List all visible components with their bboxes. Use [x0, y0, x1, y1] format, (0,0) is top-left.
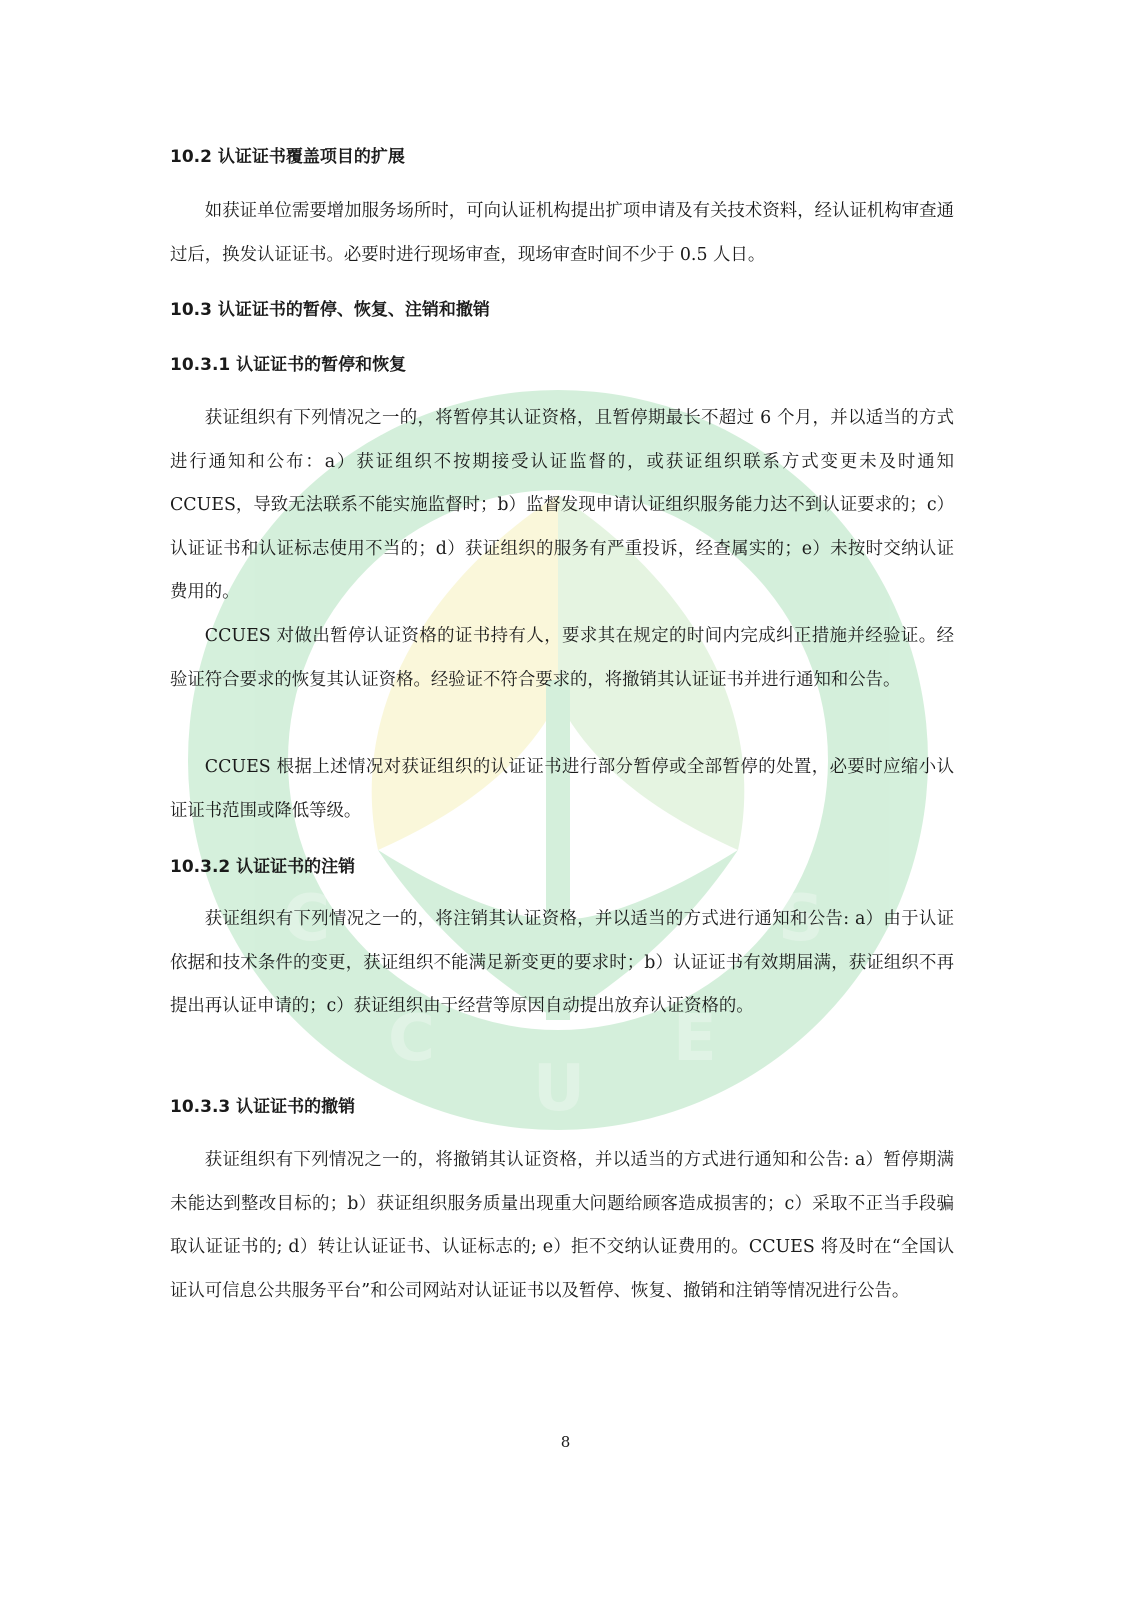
section-heading-10-3-2: 10.3.2 认证证书的注销 — [170, 857, 356, 877]
watermark-letter-u: U — [533, 1052, 585, 1126]
watermark-letter-c2: C — [388, 1002, 435, 1076]
paragraph-10-3-1-3: CCUES 根据上述情况对获证组织的认证证书进行部分暂停或全部暂停的处置，必要时应缩小认证证书范围或降低等级。 — [170, 757, 954, 821]
paragraph-10-3-2-1: 获证组织有下列情况之一的，将注销其认证资格，并以适当的方式进行通知和公告: a）由于认证依据和技术条件的变更，获证组织不能满足新变更的要求时；b）认证证书有效期届满，获证组织不再提出再认证申请的；c）获证组织由于经营等原因自动提出放弃认证资格的。 — [170, 909, 954, 1017]
paragraph-10-2-1: 如获证单位需要增加服务场所时，可向认证机构提出扩项申请及有关技术资料，经认证机构审查通过后，换发认证证书。必要时进行现场审查，现场审查时间不少于 0.5 人日。 — [170, 201, 954, 265]
watermark-letter-c1: C — [283, 882, 330, 956]
paragraph-10-3-1-2: CCUES 对做出暂停认证资格的证书持有人，要求其在规定的时间内完成纠正措施并经验证。经验证符合要求的恢复其认证资格。经验证不符合要求的，将撤销其认证证书并进行通知和公告。 — [170, 626, 954, 690]
paragraph-10-3-3-1: 获证组织有下列情况之一的，将撤销其认证资格，并以适当的方式进行通知和公告: a）暂停期满未能达到整改目标的；b）获证组织服务质量出现重大问题给顾客造成损害的；c）采取不正当手段骗取认证证书的; d）转让认证证书、认证标志的; e）拒不交纳认证费用的。CCUES 将及时在“全国认证认可信息公共服务平台”和公司网站对认证证书以及暂停、恢复、撤销和注销等情况进行公告。 — [170, 1150, 954, 1301]
section-heading-10-3-3: 10.3.3 认证证书的撤销 — [170, 1097, 356, 1117]
section-heading-10-3: 10.3 认证证书的暂停、恢复、注销和撤销 — [170, 300, 490, 320]
watermark-letter-s: S — [778, 882, 825, 956]
watermark-letter-e: E — [673, 1002, 717, 1076]
page-number: 8 — [560, 1433, 571, 1451]
section-heading-10-2: 10.2 认证证书覆盖项目的扩展 — [170, 147, 405, 167]
section-heading-10-3-1: 10.3.1 认证证书的暂停和恢复 — [170, 355, 407, 375]
paragraph-10-3-1-1: 获证组织有下列情况之一的，将暂停其认证资格，且暂停期最长不超过 6 个月，并以适当的方式进行通知和公布：a）获证组织不按期接受认证监督的，或获证组织联系方式变更未及时通知 CCUES，导致无法联系不能实施监督时；b）监督发现申请认证组织服务能力达不到认证要求的；c）认证证书和认证标志使用不当的；d）获证组织的服务有严重投诉，经查属实的；e）未按时交纳认证费用的。 — [170, 408, 954, 603]
